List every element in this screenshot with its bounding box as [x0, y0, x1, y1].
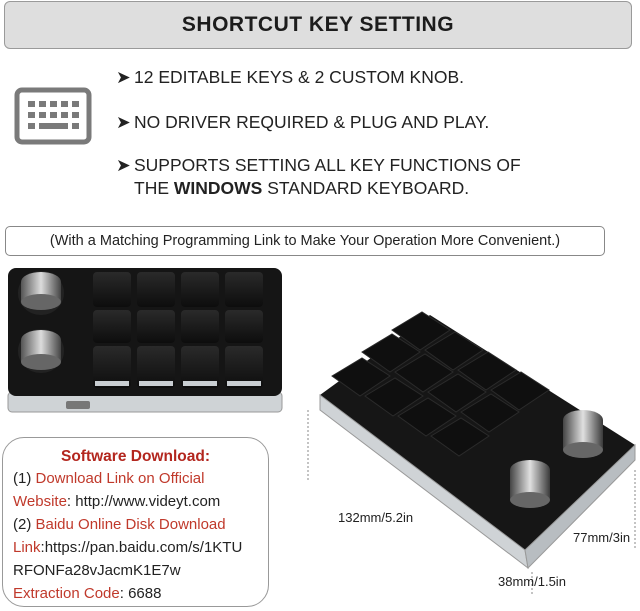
feature-text-bold: WINDOWS [173, 178, 263, 198]
usb-port-icon [66, 401, 90, 409]
feature-item-functions [116, 154, 521, 200]
arrow-icon: ➤ [116, 155, 131, 175]
length-dimension: 132mm/5.2in [338, 510, 414, 525]
website-url[interactable]: : http://www.videyt.com [66, 493, 221, 510]
knob-icon [510, 460, 550, 508]
feature-text: 12 EDITABLE KEYS & 2 CUSTOM KNOB. [134, 67, 465, 87]
feature-text: NO DRIVER REQUIRED & PLUG AND PLAY. [134, 112, 490, 132]
feature-text: THE [134, 178, 174, 198]
page-title: SHORTCUT KEY SETTING [4, 1, 632, 49]
website-label: Website [13, 493, 67, 510]
feature-text: STANDARD KEYBOARD. [262, 178, 470, 198]
official-download-link[interactable]: Download Link on Official [35, 470, 205, 487]
extraction-code: : 6688 [119, 585, 162, 602]
feature-item-keys [116, 66, 464, 89]
height-dimension: 38mm/1.5in [498, 574, 566, 589]
link-label: Link [13, 539, 41, 556]
download-title: Software Download: [61, 448, 210, 465]
macropad-front-image [4, 262, 286, 417]
baidu-download-link[interactable]: Baidu Online Disk Download [35, 516, 226, 533]
arrow-icon: ➤ [116, 67, 131, 87]
knob-icon [563, 410, 603, 458]
programming-link-note: (With a Matching Programming Link to Make Your Operation More Convenient.) [5, 226, 605, 256]
baidu-url[interactable]: :https://pan.baidu.com/s/1KTU [40, 539, 243, 556]
baidu-url-cont[interactable]: RFONFa28vJacmK1E7w [13, 562, 181, 579]
knob-icon [18, 271, 64, 315]
width-dimension: 77mm/3in [573, 530, 631, 545]
list-number: (1) [13, 470, 36, 487]
software-download-box [2, 437, 269, 607]
feature-text: SUPPORTS SETTING ALL KEY FUNCTIONS OF [134, 155, 521, 175]
keyboard-icon [14, 87, 92, 145]
feature-item-driver [116, 111, 489, 134]
knob-icon [18, 329, 64, 373]
extraction-code-label: Extraction Code [13, 585, 120, 602]
list-number: (2) [13, 516, 36, 533]
macropad-angled-image [300, 310, 640, 600]
arrow-icon: ➤ [116, 112, 131, 132]
